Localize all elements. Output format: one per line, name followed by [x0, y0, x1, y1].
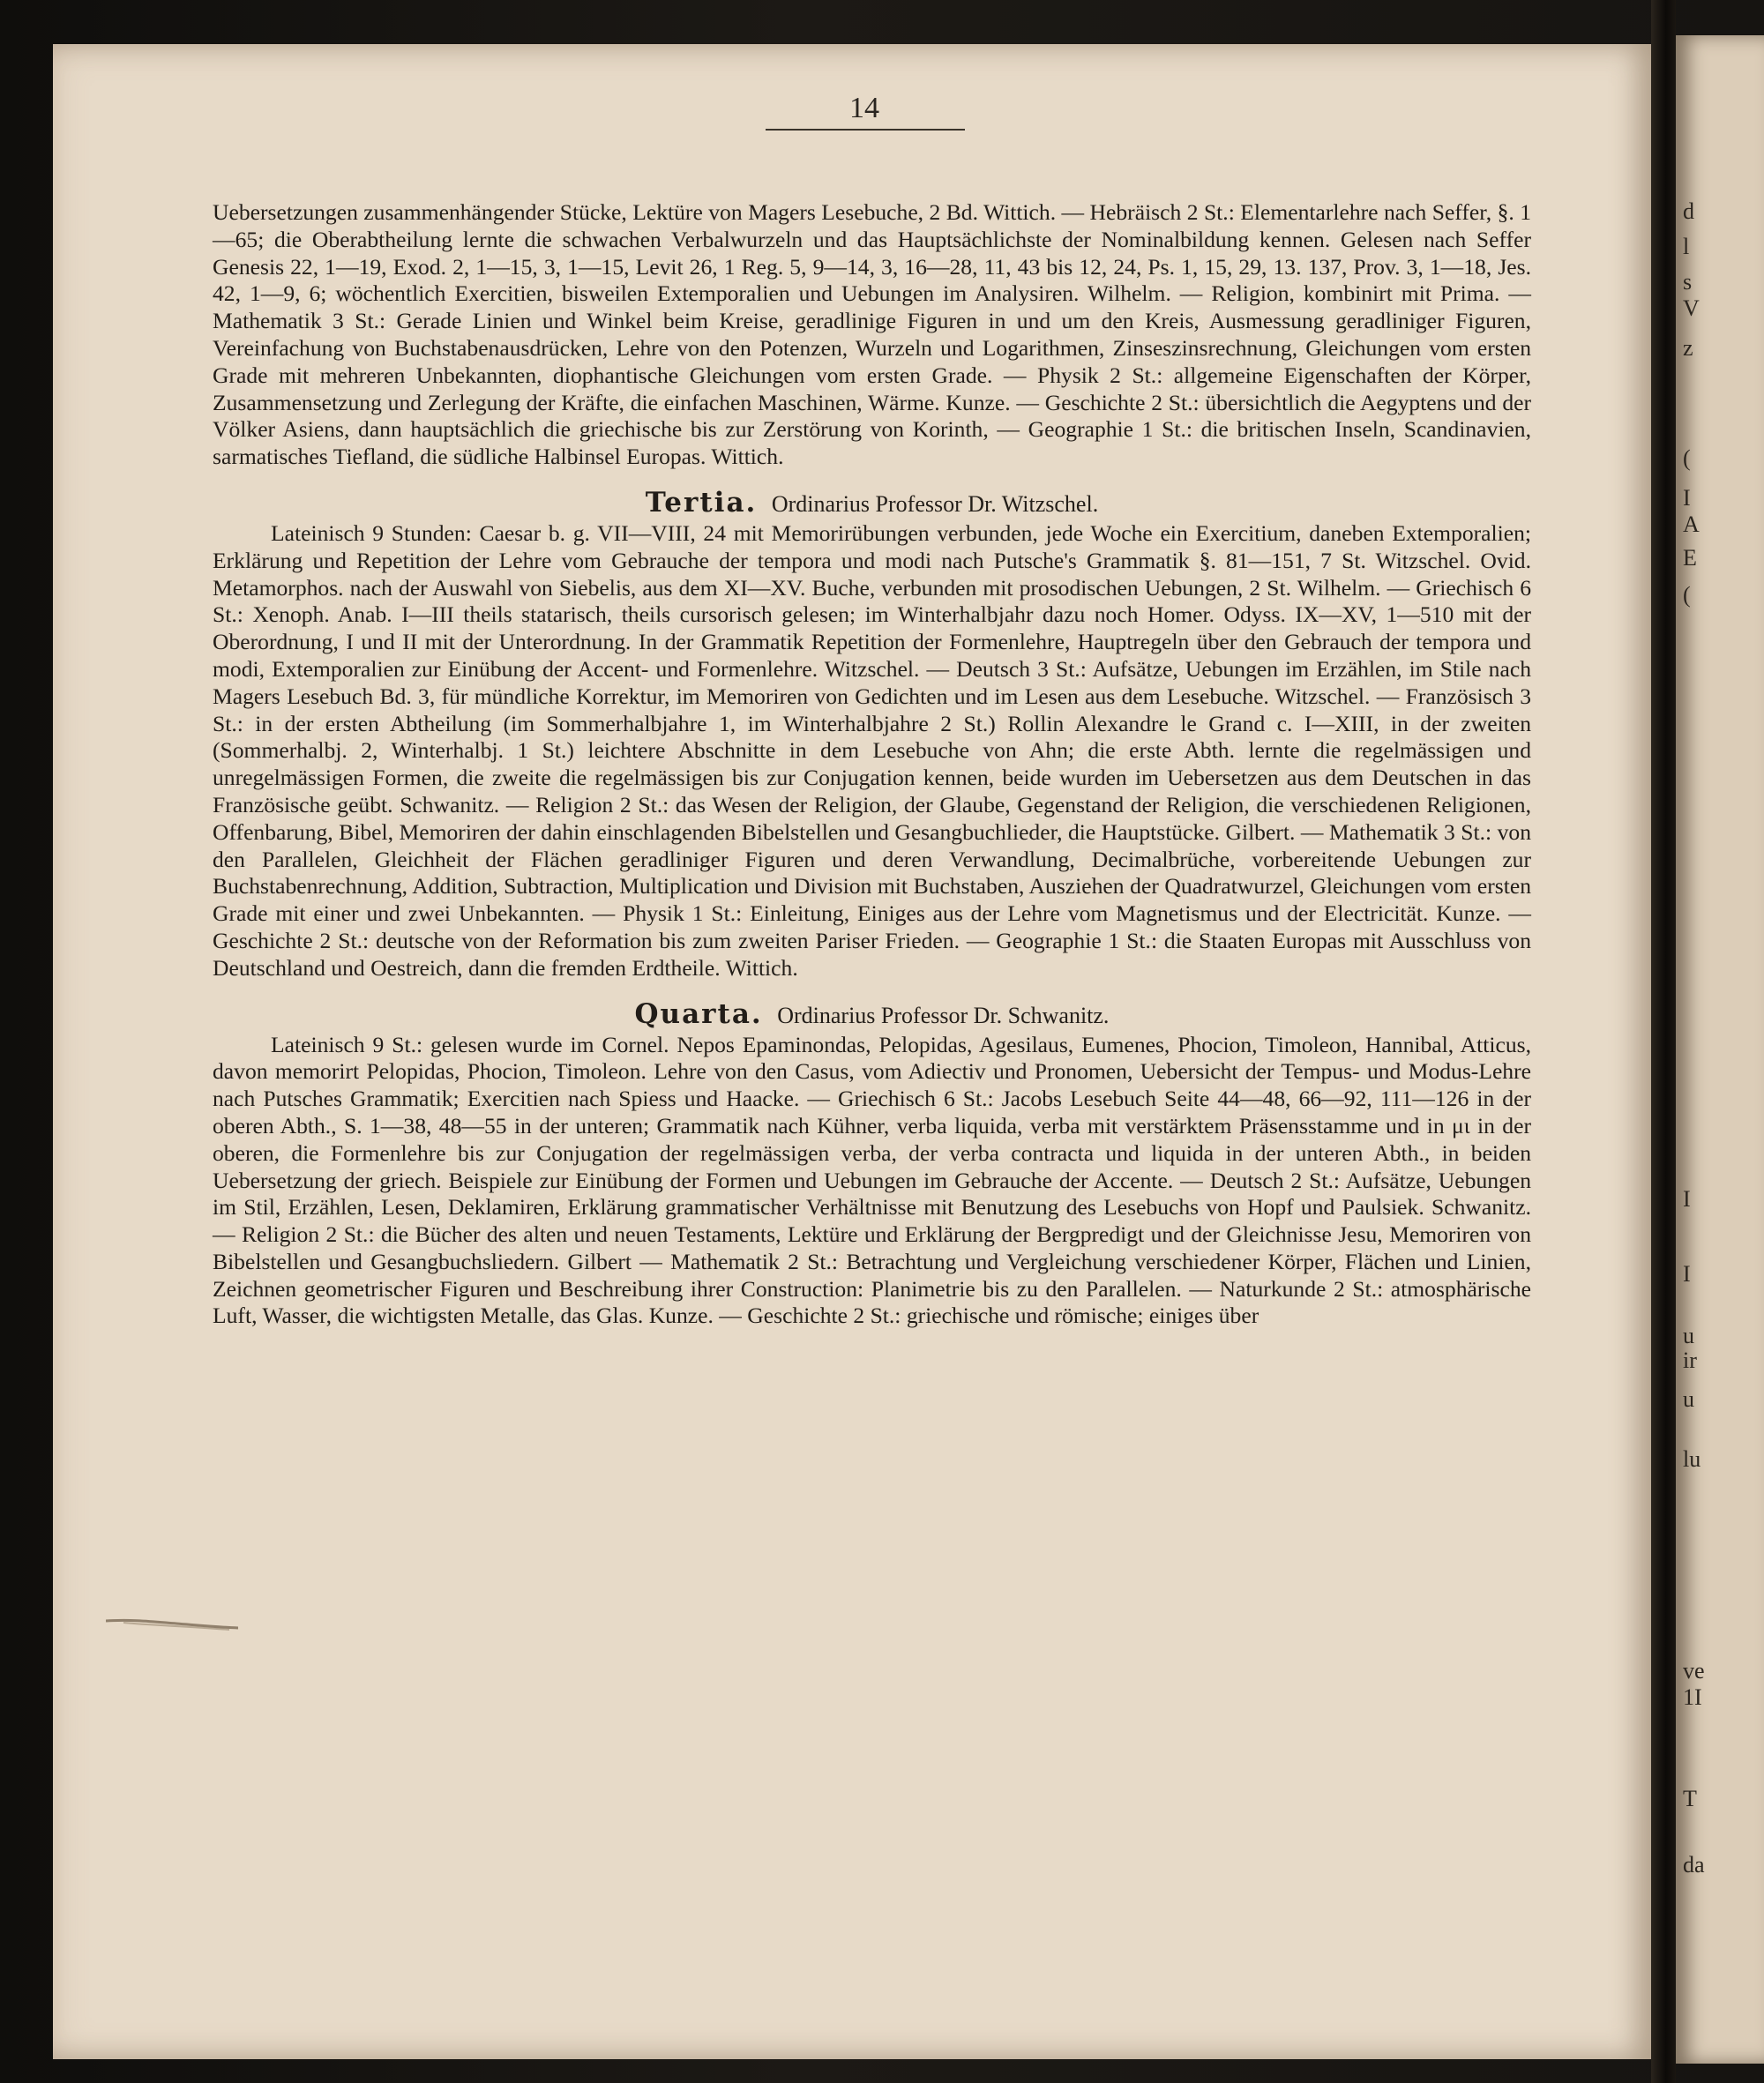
next-page-fragment: ir: [1683, 1348, 1697, 1373]
section-heading-tertia: [213, 471, 1531, 520]
section-title: Tertia.: [645, 486, 758, 519]
body-text: [213, 199, 1531, 1330]
next-page-fragment: I: [1683, 1186, 1691, 1212]
next-page-fragment: ve: [1683, 1658, 1705, 1684]
next-page-fragment: 1I: [1683, 1684, 1702, 1710]
next-page-fragment: T: [1683, 1786, 1697, 1811]
next-page-fragment: E: [1683, 545, 1697, 571]
next-page-fragment: d: [1683, 198, 1694, 224]
section-ordinarius: Ordinarius Professor Dr. Schwanitz.: [777, 1002, 1110, 1028]
intro-paragraph: Uebersetzungen zusammenhängender Stücke, Lektüre von Magers Lesebuche, 2 Bd. Wittich. — Hebräisch 2 St.: Elementarlehre nach Seffer, §. 1—65; die Oberabtheilung lernte die schwachen Verbalwurzeln und das Hauptsächlichste der Nominalbildung kennen. Gelesen nach Seffer Genesis 22, 1—19, Exod. 2, 1—15, 3, 1—15, Levit 26, 1 Reg. 5, 9—14, 3, 16—28, 11, 43 bis 12, 24, Ps. 1, 15, 29, 13. 137, Prov. 3, 1—18, Jes. 42, 1—9, 6; wöchentlich Exercitien, bisweilen Extemporalien und Uebungen im Analysiren. Wilhelm. — Religion, kombinirt mit Prima. — Mathematik 3 St.: Gerade Linien und Winkel beim Kreise, geradlinige Figuren in und um den Kreis, Ausmessung geradliniger Figuren, Vereinfachung von Buchstabenausdrücken, Lehre von den Potenzen, Wurzeln und Logarithmen, Zinseszinsrechnung, Gleichungen vom ersten Grade mit mehreren Unbekannten, diophantische Gleichungen vom ersten Grade. — Physik 2 St.: allgemeine Eigenschaften der Körper, Zusammensetzung und Zerlegung der Kräfte, die einfachen Maschinen, Wärme. Kunze. — Geschichte 2 St.: übersichtlich die Aegyptens und der Völker Asiens, dann hauptsächlich die griechische bis zur Zerstörung von Korinth, — Geographie 1 St.: die britischen Inseln, Scandinavien, sarmatisches Tiefland, die südliche Halbinsel Europas. Wittich.: [213, 199, 1531, 470]
next-page-fragment: u: [1683, 1386, 1694, 1412]
next-page-fragment: z: [1683, 335, 1693, 361]
next-page-fragment: I: [1683, 485, 1691, 511]
book-gutter: [1651, 0, 1676, 2083]
next-page-fragment: A: [1683, 511, 1700, 537]
next-page-fragment: s: [1683, 269, 1693, 295]
next-page-fragment: da: [1683, 1852, 1705, 1878]
section-ordinarius: Ordinarius Professor Dr. Witzschel.: [771, 490, 1099, 517]
section-title: Quarta.: [634, 997, 763, 1030]
next-page-fragment: lu: [1683, 1446, 1701, 1472]
section-heading-quarta: [213, 982, 1531, 1032]
next-page-fragment: I: [1683, 1261, 1691, 1287]
header-rule: [766, 129, 965, 131]
next-page-fragment: V: [1683, 295, 1700, 321]
page-stain: [106, 1614, 238, 1633]
section-paragraph-quarta: Lateinisch 9 St.: gelesen wurde im Cornel. Nepos Epaminondas, Pelopidas, Agesilaus, Eumenes, Phocion, Timoleon, Hannibal, Atticus, davon memorirt Pelopidas, Phocion, Timoleon. Lehre von den Casus, vom Adiectiv und Pronomen, Uebersicht der Tempus- und Modus-Lehre nach Putsches Grammatik; Exercitien nach Spiess und Haacke. — Griechisch 6 St.: Jacobs Lesebuch Seite 44—48, 66—92, 111—126 in der oberen Abth., S. 1—38, 48—55 in der unteren; Grammatik nach Kühner, verba liquida, verba mit verstärktem Präsensstamme und in μι in der oberen, die Formenlehre bis zur Conjugation der regelmässigen verba, der verba contracta und liquida in der unteren Abth., in beiden Uebersetzung der griech. Beispiele zur Einübung der Formen und Uebungen im Gebrauche der Accente. — Deutsch 2 St.: Aufsätze, Uebungen im Stil, Erzählen, Lesen, Deklamiren, Erklärung grammatischer Verhältnisse mit Benutzung des Lesebuchs von Hopf und Paulsiek. Schwanitz. — Religion 2 St.: die Bücher des alten und neuen Testaments, Lektüre und Erklärung der Bergpredigt und der Gleichnisse Jesu, Memoriren von Bibelstellen und Gesangbuchsliedern. Gilbert — Mathematik 2 St.: Betrachtung und Vergleichung verschiedener Körper, Flächen und Linien, Zeichnen geometrischer Figuren und Beschreibung ihrer Construction: Planimetrie bis zu den Parallelen. — Naturkunde 2 St.: atmosphärische Luft, Wasser, die wichtigsten Metalle, das Glas. Kunze. — Geschichte 2 St.: griechische und römische; einiges über: [213, 1031, 1531, 1329]
section-paragraph-tertia: Lateinisch 9 Stunden: Caesar b. g. VII—VIII, 24 mit Memorirübungen verbunden, jede Woche ein Exercitium, daneben Extemporalien; Erklärung und Repetition der Lehre vom Gebrauche der tempora und modi nach Putsche's Grammatik §. 81—151, 7 St. Witzschel. Ovid. Metamorphos. nach der Auswahl von Siebelis, aus dem XI—XV. Buche, verbunden mit prosodischen Uebungen, 2 St. Wilhelm. — Griechisch 6 St.: Xenoph. Anab. I—III theils statarisch, theils cursorisch gelesen; im Winterhalbjahr dazu noch Homer. Odyss. IX—XV, 1—510 mit der Oberordnung, I und II mit der Unterordnung. In der Grammatik Repetition der Formenlehre, Hauptregeln über den Gebrauch der tempora und modi, Extemporalien zur Einübung der Accent- und Formenlehre. Witzschel. — Deutsch 3 St.: Aufsätze, Uebungen im Erzählen, im Stile nach Magers Lesebuch Bd. 3, für mündliche Korrektur, im Memoriren von Gedichten und im Lesen aus dem Lesebuche. Witzschel. — Französisch 3 St.: in der ersten Abtheilung (im Sommerhalbjahre 1, im Winterhalbjahre 2 St.) Rollin Alexandre le Grand c. I—XIII, in der zweiten (Sommerhalbj. 2, Winterhalbj. 1 St.) leichtere Abschnitte in dem Lesebuche von Ahn; die erste Abth. lernte die regelmässigen und unregelmässigen Formen, die zweite die regelmässigen bis zur Conjugation kennen, beide wurden im Uebersetzen aus dem Deutschen in das Französische geübt. Schwanitz. — Religion 2 St.: das Wesen der Religion, der Glaube, Gegenstand der Religion, die verschiedenen Religionen, Offenbarung, Bibel, Memoriren der dahin einschlagenden Bibelstellen und Gesangbuchlieder, die Hauptstücke. Gilbert. — Mathematik 3 St.: von den Parallelen, Gleichheit der Flächen geradliniger Figuren und deren Verwandlung, Decimalbrüche, vorbereitende Uebungen zur Buchstabenrechnung, Addition, Subtraction, Multiplication und Division mit Buchstaben, Ausziehen der Quadratwurzel, Gleichungen vom ersten Grade mit einer und zwei Unbekannten. — Physik 1 St.: Einleitung, Einiges aus der Lehre vom Magnetismus und der Electricität. Kunze. — Geschichte 2 St.: deutsche von der Reformation bis zum zweiten Pariser Frieden. — Geographie 1 St.: die Staaten Europas mit Ausschluss von Deutschland und Oestreich, dann die fremden Erdtheile. Wittich.: [213, 519, 1531, 981]
next-page-fragment: u: [1683, 1323, 1694, 1348]
next-page-fragment: l: [1683, 234, 1690, 259]
next-page-fragment: (: [1683, 445, 1691, 471]
next-page-fragment: (: [1683, 582, 1691, 608]
facing-page-edge: [1676, 35, 1764, 2064]
page-number: 14: [849, 92, 879, 124]
